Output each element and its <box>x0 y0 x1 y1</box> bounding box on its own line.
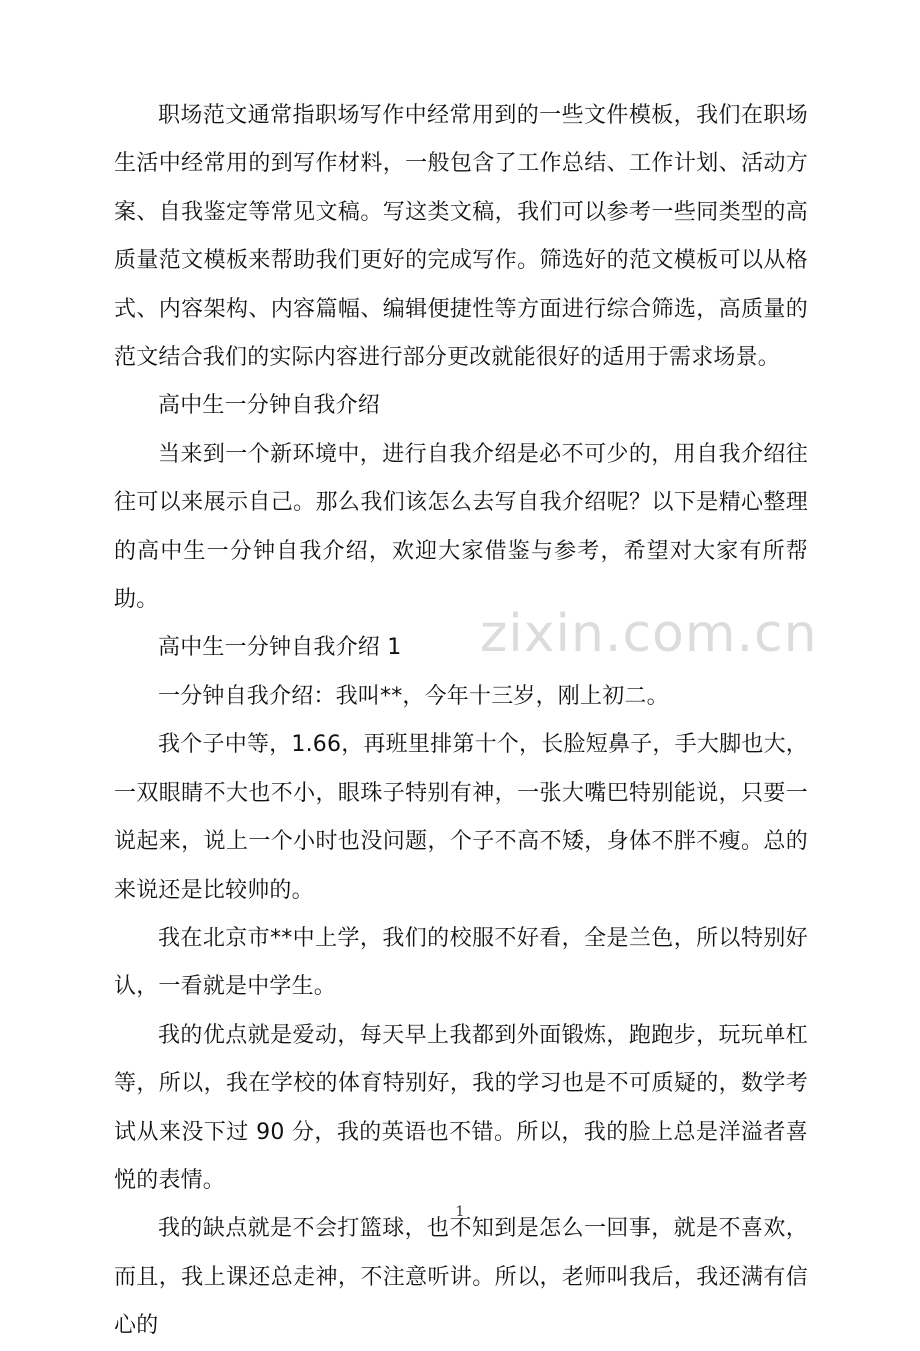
paragraph-lead: 当来到一个新环境中，进行自我介绍是必不可少的，用自我介绍往往可以来展示自己。那么我们该怎么去写自我介绍呢？以下是精心整理的高中生一分钟自我介绍，欢迎大家借鉴与参考，希望对大家有所帮助。 <box>114 441 808 613</box>
paragraph-weaknesses: 我的缺点就是不会打篮球，也不知到是怎么一回事，就是不喜欢，而且，我上课还总走神，不注意听讲。所以，老师叫我后，我还满有信心的 <box>114 1216 808 1339</box>
paragraph-appearance: 我个子中等，1.66，再班里排第十个，长脸短鼻子，手大脚也大，一双眼睛不大也不小，眼珠子特别有神，一张大嘴巴特别能说，只要一说起来，说上一个小时也没问题，个子不高不矮，身体不胖不瘦。总的来说还是比较帅的。 <box>114 732 808 903</box>
paragraph-intro: 职场范文通常指职场写作中经常用到的一些文件模板，我们在职场生活中经常用的到写作材料，一般包含了工作总结、工作计划、活动方案、自我鉴定等常见文稿。写这类文稿，我们可以参考一些同类型的高质量范文模板来帮助我们更好的完成写作。筛选好的范文模板可以从格式、内容架构、内容篇幅、编辑便捷性等方面进行综合筛选，高质量的范文结合我们的实际内容进行部分更改就能很好的适用于需求场景。 <box>114 103 808 371</box>
document-body <box>114 92 808 1351</box>
page-number: 1 <box>455 1204 465 1220</box>
paragraph-school: 我在北京市**中上学，我们的校服不好看，全是兰色，所以特别好认，一看就是中学生。 <box>114 925 808 1000</box>
subsection-heading: 高中生一分钟自我介绍 1 <box>158 635 402 661</box>
watermark: zixin.com.cn <box>480 604 818 664</box>
section-heading: 高中生一分钟自我介绍 <box>158 393 381 419</box>
paragraph-name: 一分钟自我介绍：我叫**，今年十三岁，刚上初二。 <box>158 683 669 709</box>
paragraph-strengths: 我的优点就是爱动，每天早上我都到外面锻炼，跑跑步，玩玩单杠等，所以，我在学校的体育特别好，我的学习也是不可质疑的，数学考试从来没下过 90 分，我的英语也不错。所以，我的脸上总是洋溢者喜悦的表情。 <box>114 1022 808 1193</box>
